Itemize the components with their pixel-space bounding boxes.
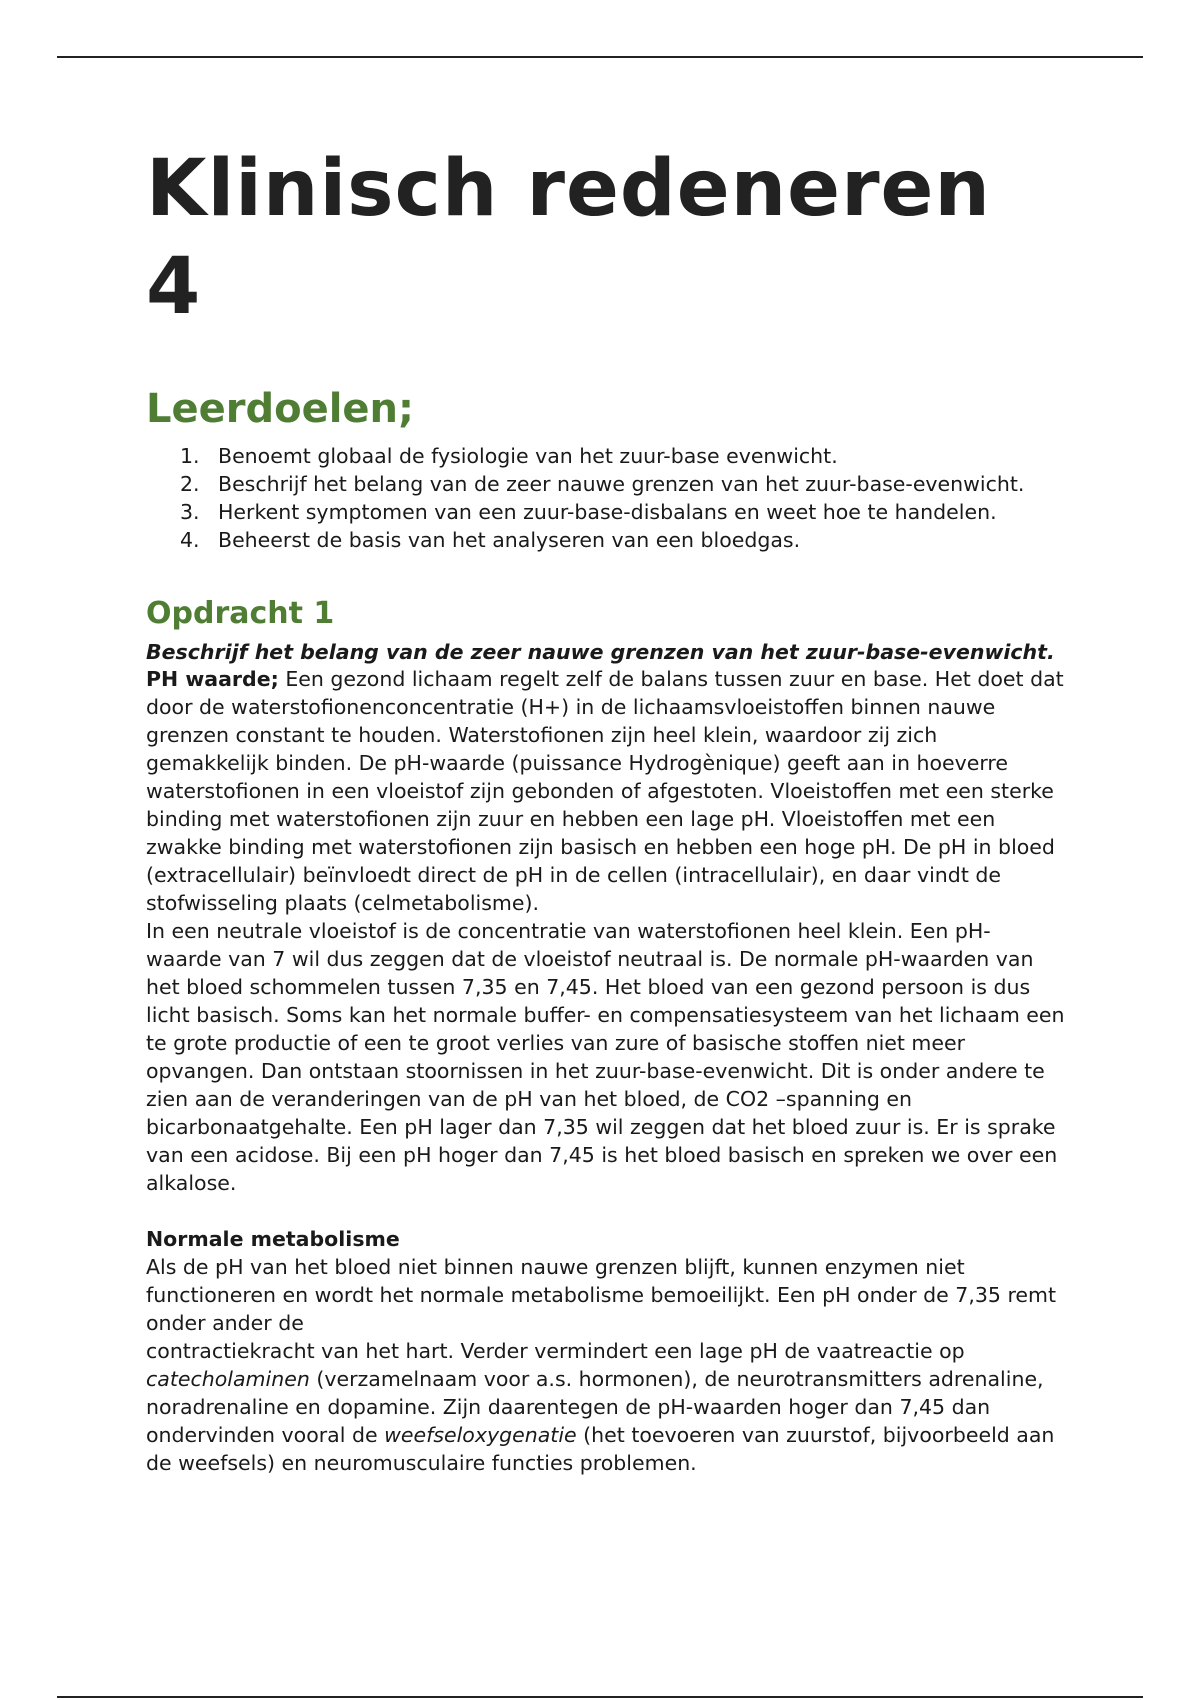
document-body <box>146 140 1066 1477</box>
list-item-text: Benoemt globaal de fysiologie van het zuur-base evenwicht. <box>218 444 838 468</box>
ph-paragraph <box>146 665 1066 917</box>
opdracht-1-question: Beschrijf het belang van de zeer nauwe grenzen van het zuur-base-evenwicht. <box>146 640 1055 664</box>
list-number: 3. <box>180 500 200 524</box>
opdracht-1-heading: Opdracht 1 <box>146 596 335 631</box>
metabolism-paragraph-1: Als de pH van het bloed niet binnen nauwe grenzen blijft, kunnen enzymen niet functioneren en wordt het normale metabolisme bemoeilijkt. Een pH onder de 7,35 remt onder ander de <box>146 1255 1057 1335</box>
list-item <box>146 526 1066 554</box>
metabolism-paragraph-2 <box>146 1337 1066 1477</box>
metabolism-text-a: contractiekracht van het hart. Verder vermindert een lage pH de vaatreactie op <box>146 1339 965 1363</box>
list-item <box>146 442 1066 470</box>
catecholaminen-term: catecholaminen <box>146 1367 310 1391</box>
list-number: 2. <box>180 472 200 496</box>
list-item-text: Herkent symptomen van een zuur-base-disbalans en weet hoe te handelen. <box>218 500 997 524</box>
metabolism-text-c: (het toevoeren van zuurstof, bijvoorbeeld aan de weefsels) en neuromusculaire functies problemen. <box>146 1423 1055 1475</box>
list-number: 1. <box>180 444 200 468</box>
top-rule <box>57 56 1143 58</box>
list-item-text: Beheerst de basis van het analyseren van een bloedgas. <box>218 528 801 552</box>
leerdoelen-heading: Leerdoelen; <box>146 386 415 432</box>
bottom-rule <box>57 1696 1143 1698</box>
document-title: Klinisch redeneren 4 <box>146 144 991 332</box>
list-item <box>146 498 1066 526</box>
neutral-paragraph: In een neutrale vloeistof is de concentratie van waterstofionen heel klein. Een pH-waarde van 7 wil dus zeggen dat de vloeistof neutraal is. De normale pH-waarden van het bloed schommelen tussen 7,35 en 7,45. Het bloed van een gezond persoon is dus licht basisch. Soms kan het normale buffer- en compensatiesysteem van het lichaam een te grote productie of een te groot verlies van zure of basische stoffen niet meer opvangen. Dan ontstaan stoornissen in het zuur-base-evenwicht. Dit is onder andere te zien aan de veranderingen van de pH van het bloed, de CO2 –spanning en bicarbonaatgehalte. Een pH lager dan 7,35 wil zeggen dat het bloed zuur is. Er is sprake van een acidose. Bij een pH hoger dan 7,45 is het bloed basisch en spreken we over een alkalose. <box>146 919 1065 1195</box>
weefseloxygenatie-term: weefseloxygenatie <box>384 1423 577 1447</box>
list-item-text: Beschrijf het belang van de zeer nauwe grenzen van het zuur-base-evenwicht. <box>218 472 1025 496</box>
ph-label: PH waarde; <box>146 667 279 691</box>
list-number: 4. <box>180 528 200 552</box>
metabolism-heading: Normale metabolisme <box>146 1227 400 1251</box>
ph-text: Een gezond lichaam regelt zelf de balans tussen zuur en base. Het doet dat door de waterstofionenconcentratie (H+) in de lichaamsvloeistoffen binnen nauwe grenzen constant te houden. Waterstofionen zijn heel klein, waardoor zij zich gemakkelijk binden. De pH-waarde (puissance Hydrogènique) geeft aan in hoeverre waterstofionen in een vloeistof zijn gebonden of afgestoten. Vloeistoffen met een sterke binding met waterstofionen zijn zuur en hebben een lage pH. Vloeistoffen met een zwakke binding met waterstofionen zijn basisch en hebben een hoge pH. De pH in bloed (extracellulair) beïnvloedt direct de pH in de cellen (intracellulair), en daar vindt de stofwisseling plaats (celmetabolisme). <box>146 667 1064 915</box>
list-item <box>146 470 1066 498</box>
leerdoelen-list <box>146 442 1066 554</box>
metabolism-text-b: (verzamelnaam voor a.s. hormonen), de neurotransmitters adrenaline, noradrenaline en dopamine. Zijn daarentegen de pH-waarden hoger dan 7,45 dan ondervinden vooral de <box>146 1367 1044 1447</box>
